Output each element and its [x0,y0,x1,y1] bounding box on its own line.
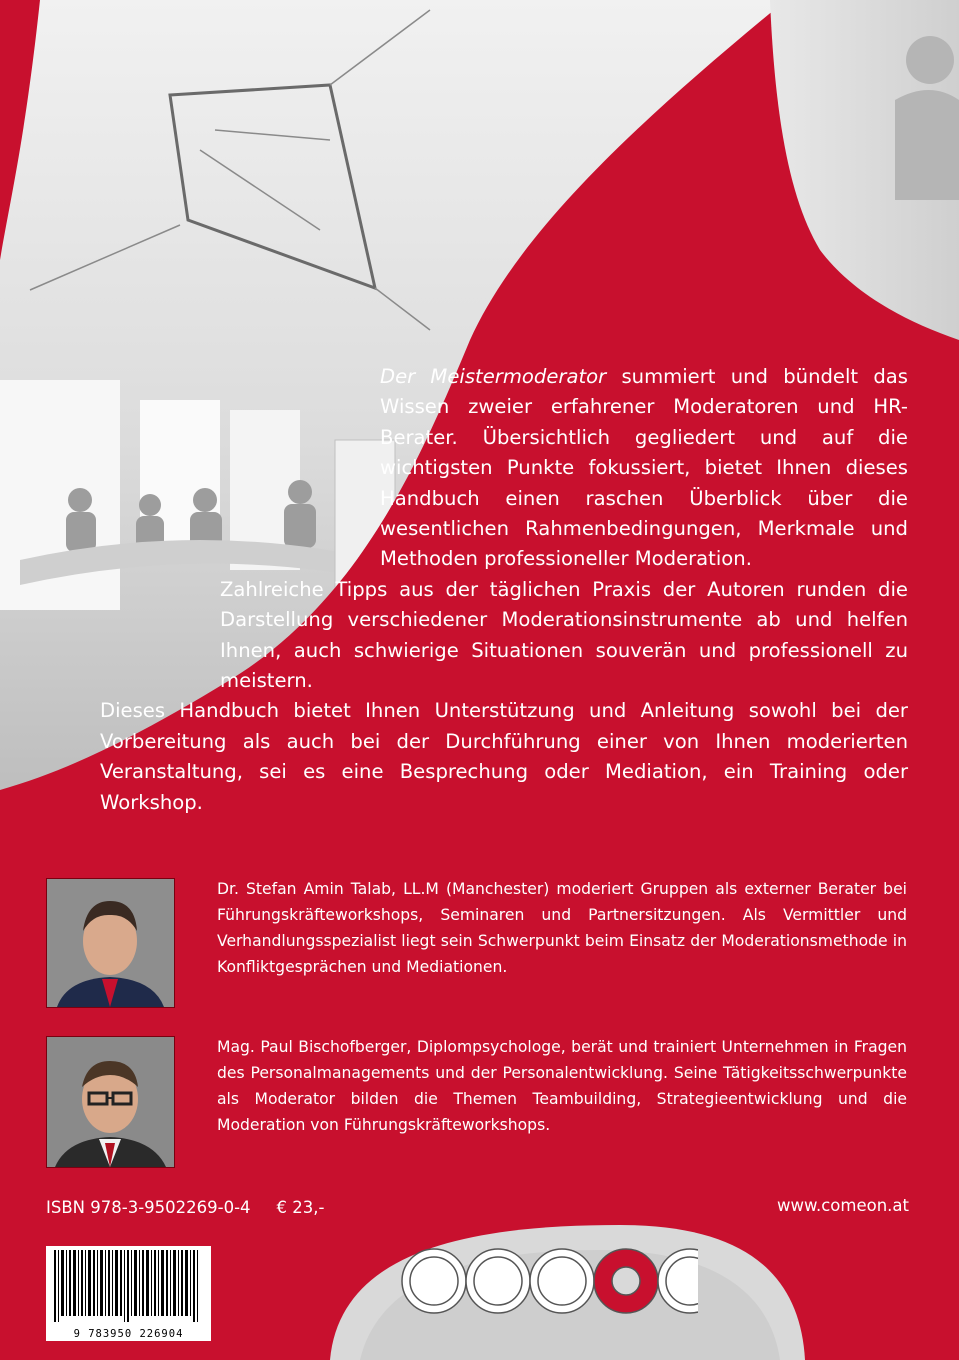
author-bio-2: Mag. Paul Bischofberger, Diplompsychologe, berät und trainiert Unternehmen in Fragen des Personalmanagements und der Personalentwicklung. Seine Tätigkeitsschwerpunkte als Moderator bilden die Themen Teambuilding, Strategieentwicklung und die Moderation von Führungskräfteworkshops. [217,1038,907,1134]
circle-icon [466,1249,530,1313]
circle-icon [402,1249,466,1313]
author-photo-2 [46,1036,175,1168]
barcode [46,1246,211,1341]
barcode-digits: 9 783950 226904 [73,1328,184,1340]
avatar-icon [47,1037,174,1167]
circle-icon [658,1249,698,1313]
blurb [40,362,908,818]
isbn-number: ISBN 978-3-9502269-0-4 [46,1198,251,1217]
circle-icon [530,1249,594,1313]
blurb-p1-text: summiert und bündelt das Wissen zweier erfahrener Moderatoren und HR-Berater. Übersichtlich gegliedert und auf die wichtigsten Punkte fokussiert, bietet Ihnen dieses Handbuch einen raschen Überblick über die wesentlichen Rahmenbedingungen, Merkmale und Methoden professioneller Moderation. [380,365,908,571]
blurb-paragraph-1 [380,362,908,575]
price: € 23,- [276,1198,325,1217]
circle-row [398,1246,698,1316]
author-photo-1 [46,878,175,1008]
blurb-paragraph-3: Dieses Handbuch bietet Ihnen Unterstützung und Anleitung sowohl bei der Vorbereitung als auch bei der Durchführung einer von Ihnen moderierten Veranstaltung, sei es eine Besprechung oder Mediation, ein Training oder Workshop. [100,699,908,814]
circle-icon-active [594,1249,658,1313]
website-url: www.comeon.at [777,1196,909,1215]
avatar-icon [47,879,174,1007]
blurb-paragraph-2: Zahlreiche Tipps aus der täglichen Praxis der Autoren runden die Darstellung verschiedener Moderationsinstrumente ab und helfen Ihnen, auch schwierige Situationen souverän und professionell zu meistern. [220,577,908,693]
book-title: Der Meistermoderator [380,365,607,388]
isbn-line [46,1198,350,1217]
author-bio-1: Dr. Stefan Amin Talab, LL.M (Manchester) moderiert Gruppen als externer Berater bei Führungskräfteworkshops, Seminaren und Partnersitzungen. Als Vermittler und Verhandlungsspezialist liegt sein Schwerpunkt beim Einsatz der Moderationsmethode in Konfliktgesprächen und Mediationen. [217,880,907,976]
barcode-bars [46,1246,211,1326]
